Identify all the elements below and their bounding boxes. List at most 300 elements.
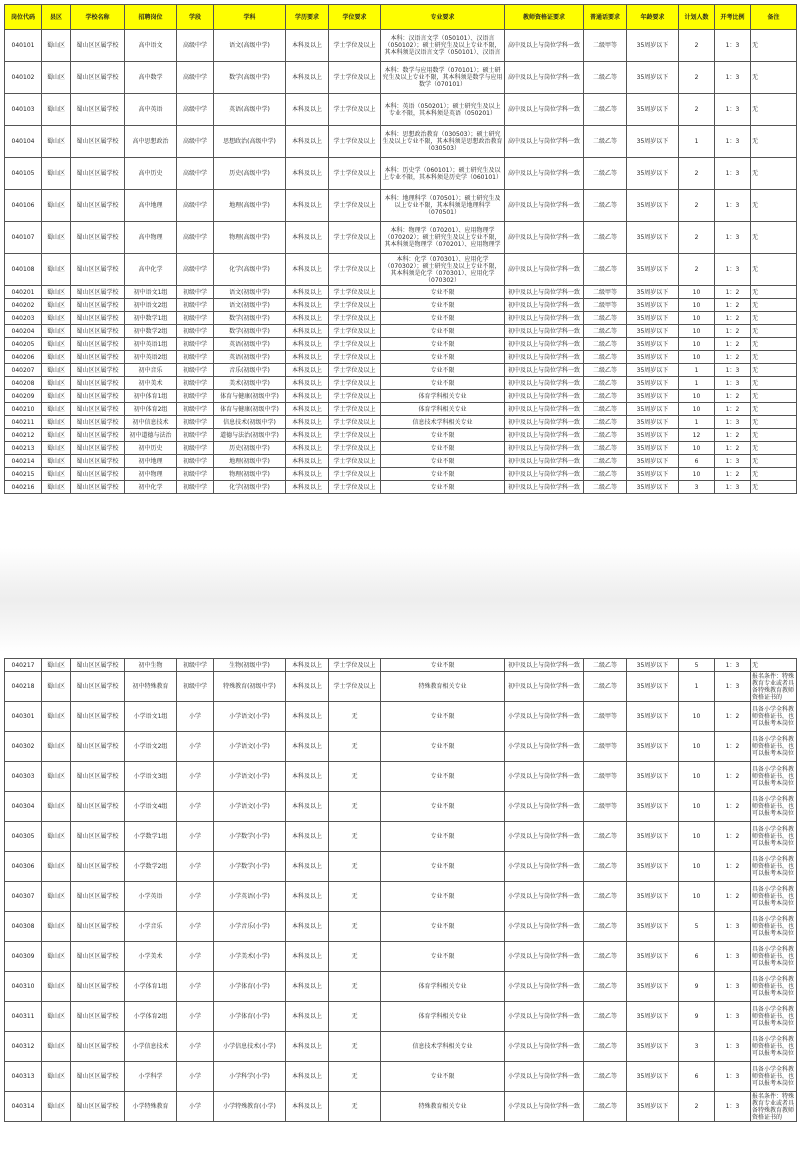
table-cell: 具备小学全科教师资格证书，也可以报考本岗位 — [751, 732, 797, 762]
table-cell: 小学 — [177, 942, 214, 972]
table-cell: 二级乙等 — [584, 338, 627, 351]
table-cell: 专业不限 — [381, 429, 505, 442]
table-cell: 本科及以上 — [286, 364, 329, 377]
table-cell: 音乐(初级中学) — [214, 364, 286, 377]
table-cell: 1：3 — [715, 659, 751, 672]
table-cell: 初中化学 — [125, 481, 177, 494]
table-cell: 蜀山区区属学校 — [71, 972, 125, 1002]
table-cell: 无 — [751, 416, 797, 429]
table-cell: 小学 — [177, 822, 214, 852]
table-cell: 小学 — [177, 1062, 214, 1092]
table-cell: 具备小学全科教师资格证书，也可以报考本岗位 — [751, 852, 797, 882]
table-cell: 体育学科相关专业 — [381, 972, 505, 1002]
table-cell: 35周岁以下 — [627, 312, 679, 325]
table-cell: 二级乙等 — [584, 190, 627, 222]
table-cell: 小学数学(小学) — [214, 822, 286, 852]
table-row — [5, 62, 797, 94]
table-cell: 无 — [329, 972, 381, 1002]
table-cell: 蜀山区区属学校 — [71, 1062, 125, 1092]
table-cell: 本科及以上 — [286, 1032, 329, 1062]
table-cell: 无 — [751, 222, 797, 254]
table-cell: 初中数学1组 — [125, 312, 177, 325]
recruitment-table-1 — [4, 4, 797, 494]
table-cell: 化学(初级中学) — [214, 481, 286, 494]
table-cell: 本科及以上 — [286, 762, 329, 792]
table-cell: 蜀山区 — [42, 429, 71, 442]
table-cell: 小学数学1组 — [125, 822, 177, 852]
table-cell: 1：2 — [715, 390, 751, 403]
table-cell: 蜀山区区属学校 — [71, 416, 125, 429]
table-cell: 二级乙等 — [584, 1092, 627, 1122]
table-cell: 专业不限 — [381, 364, 505, 377]
table-cell: 1：3 — [715, 30, 751, 62]
table-cell: 蜀山区 — [42, 30, 71, 62]
table-cell: 蜀山区区属学校 — [71, 882, 125, 912]
table-cell: 蜀山区 — [42, 822, 71, 852]
table-cell: 1：3 — [715, 455, 751, 468]
table-cell: 10 — [679, 852, 715, 882]
table-cell: 生物(初级中学) — [214, 659, 286, 672]
table-cell: 无 — [329, 1032, 381, 1062]
table-cell: 专业不限 — [381, 702, 505, 732]
table-cell: 040309 — [5, 942, 42, 972]
table-cell: 1：3 — [715, 94, 751, 126]
table-cell: 本科及以上 — [286, 1002, 329, 1032]
table-cell: 初级中学 — [177, 299, 214, 312]
table-cell: 高级中学 — [177, 94, 214, 126]
table-cell: 蜀山区区属学校 — [71, 481, 125, 494]
table-cell: 二级甲等 — [584, 792, 627, 822]
table-cell: 本科及以上 — [286, 1092, 329, 1122]
table-cell: 10 — [679, 882, 715, 912]
table-cell: 本科及以上 — [286, 390, 329, 403]
table-cell: 具备小学全科教师资格证书，也可以报考本岗位 — [751, 762, 797, 792]
table-cell: 信息技术学科相关专业 — [381, 1032, 505, 1062]
table-cell: 35周岁以下 — [627, 468, 679, 481]
table-cell: 无 — [751, 377, 797, 390]
table-cell: 小学语文(小学) — [214, 762, 286, 792]
table-cell: 二级乙等 — [584, 325, 627, 338]
table-cell: 小学语文2组 — [125, 732, 177, 762]
table-cell: 35周岁以下 — [627, 351, 679, 364]
table-cell: 专业不限 — [381, 792, 505, 822]
table-cell: 高级中学 — [177, 126, 214, 158]
table-cell: 小学 — [177, 792, 214, 822]
table-cell: 初中及以上与岗位学科一致 — [505, 403, 584, 416]
table-cell: 小学英语 — [125, 882, 177, 912]
table-cell: 初中及以上与岗位学科一致 — [505, 377, 584, 390]
table-cell: 蜀山区 — [42, 672, 71, 702]
table-cell: 2 — [679, 190, 715, 222]
table-cell: 040102 — [5, 62, 42, 94]
table-cell: 初中信息技术 — [125, 416, 177, 429]
table-cell: 040305 — [5, 822, 42, 852]
table-cell: 040216 — [5, 481, 42, 494]
table-cell: 蜀山区 — [42, 732, 71, 762]
table-cell: 本科及以上 — [286, 659, 329, 672]
table-cell: 040212 — [5, 429, 42, 442]
table-cell: 初级中学 — [177, 312, 214, 325]
table-cell: 1：2 — [715, 429, 751, 442]
table-cell: 1：3 — [715, 222, 751, 254]
table-cell: 二级乙等 — [584, 254, 627, 286]
table-cell: 初中及以上与岗位学科一致 — [505, 338, 584, 351]
column-header: 县区 — [42, 5, 71, 30]
table-cell: 无 — [329, 912, 381, 942]
table-cell: 10 — [679, 286, 715, 299]
table-cell: 35周岁以下 — [627, 912, 679, 942]
table-cell: 35周岁以下 — [627, 286, 679, 299]
table-cell: 040307 — [5, 882, 42, 912]
table-cell: 蜀山区 — [42, 299, 71, 312]
table-cell: 二级甲等 — [584, 732, 627, 762]
table-cell: 35周岁以下 — [627, 390, 679, 403]
table-cell: 蜀山区 — [42, 126, 71, 158]
table-cell: 语文(初级中学) — [214, 286, 286, 299]
table-cell: 35周岁以下 — [627, 659, 679, 672]
table-cell: 040204 — [5, 325, 42, 338]
table-cell: 蜀山区 — [42, 351, 71, 364]
table-cell: 学士学位及以上 — [329, 416, 381, 429]
table-cell: 无 — [329, 852, 381, 882]
table-cell: 体育与健康(初级中学) — [214, 390, 286, 403]
table-cell: 专业不限 — [381, 338, 505, 351]
table-cell: 本科及以上 — [286, 403, 329, 416]
column-header: 普通话要求 — [584, 5, 627, 30]
table-cell: 学士学位及以上 — [329, 254, 381, 286]
table-cell: 学士学位及以上 — [329, 442, 381, 455]
table-cell: 小学 — [177, 852, 214, 882]
table-cell: 专业不限 — [381, 762, 505, 792]
table-cell: 1：3 — [715, 1092, 751, 1122]
table-cell: 1：3 — [715, 481, 751, 494]
table-row — [5, 403, 797, 416]
table-cell: 35周岁以下 — [627, 299, 679, 312]
table-cell: 3 — [679, 481, 715, 494]
table-cell: 本科：汉语言文学（050101）、汉语言（050102）；硕士研究生及以上专业不限，其本科须是汉语言文学（050101）、汉语言 — [381, 30, 505, 62]
table-cell: 蜀山区 — [42, 792, 71, 822]
header-row — [5, 5, 797, 30]
table-cell: 无 — [751, 94, 797, 126]
table-cell: 初中及以上与岗位学科一致 — [505, 299, 584, 312]
table-cell: 小学数学(小学) — [214, 852, 286, 882]
table-cell: 信息技术(初级中学) — [214, 416, 286, 429]
table-cell: 1：2 — [715, 852, 751, 882]
table-row — [5, 882, 797, 912]
table-cell: 1：2 — [715, 882, 751, 912]
table-cell: 专业不限 — [381, 299, 505, 312]
table-cell: 二级甲等 — [584, 762, 627, 792]
table-row — [5, 429, 797, 442]
table-cell: 本科及以上 — [286, 455, 329, 468]
table-cell: 小学科学 — [125, 1062, 177, 1092]
table-cell: 二级乙等 — [584, 972, 627, 1002]
table-cell: 地理(高级中学) — [214, 190, 286, 222]
table-cell: 1：2 — [715, 732, 751, 762]
table-cell: 5 — [679, 659, 715, 672]
table-cell: 二级乙等 — [584, 377, 627, 390]
table-cell: 报名条件：特殊教育专业或者具备特殊教育教师资格证书的 — [751, 1092, 797, 1122]
table-cell: 35周岁以下 — [627, 702, 679, 732]
table-cell: 初中体育2组 — [125, 403, 177, 416]
table-cell: 本科及以上 — [286, 732, 329, 762]
table-cell: 无 — [751, 442, 797, 455]
table-cell: 35周岁以下 — [627, 762, 679, 792]
table-cell: 无 — [751, 190, 797, 222]
table-cell: 本科及以上 — [286, 468, 329, 481]
table-cell: 10 — [679, 325, 715, 338]
table-cell: 小学及以上与岗位学科一致 — [505, 972, 584, 1002]
table-row — [5, 732, 797, 762]
table-cell: 专业不限 — [381, 822, 505, 852]
table-cell: 35周岁以下 — [627, 338, 679, 351]
table-cell: 小学及以上与岗位学科一致 — [505, 732, 584, 762]
table-cell: 1：2 — [715, 351, 751, 364]
table-cell: 专业不限 — [381, 442, 505, 455]
table-cell: 本科及以上 — [286, 126, 329, 158]
table-cell: 040214 — [5, 455, 42, 468]
table-cell: 具备小学全科教师资格证书，也可以报考本岗位 — [751, 792, 797, 822]
table-cell: 小学语文4组 — [125, 792, 177, 822]
table-cell: 无 — [751, 30, 797, 62]
table-row — [5, 1092, 797, 1122]
table-cell: 040308 — [5, 912, 42, 942]
table-cell: 10 — [679, 403, 715, 416]
table-cell: 040203 — [5, 312, 42, 325]
table-cell: 本科及以上 — [286, 481, 329, 494]
table-cell: 小学及以上与岗位学科一致 — [505, 1032, 584, 1062]
table-cell: 初中体育1组 — [125, 390, 177, 403]
table-cell: 高中及以上与岗位学科一致 — [505, 62, 584, 94]
table-cell: 二级乙等 — [584, 390, 627, 403]
table-cell: 二级乙等 — [584, 351, 627, 364]
table-cell: 35周岁以下 — [627, 94, 679, 126]
table-row — [5, 468, 797, 481]
table-cell: 本科及以上 — [286, 442, 329, 455]
table-cell: 小学及以上与岗位学科一致 — [505, 912, 584, 942]
table-cell: 1：3 — [715, 158, 751, 190]
table-cell: 二级乙等 — [584, 416, 627, 429]
table-cell: 初中及以上与岗位学科一致 — [505, 351, 584, 364]
table-cell: 040303 — [5, 762, 42, 792]
table-cell: 蜀山区 — [42, 338, 71, 351]
table-cell: 35周岁以下 — [627, 942, 679, 972]
table-cell: 蜀山区区属学校 — [71, 1002, 125, 1032]
table-cell: 小学及以上与岗位学科一致 — [505, 852, 584, 882]
table-cell: 1 — [679, 126, 715, 158]
table-cell: 二级乙等 — [584, 442, 627, 455]
column-header: 学段 — [177, 5, 214, 30]
table-cell: 10 — [679, 822, 715, 852]
table-cell: 小学体育1组 — [125, 972, 177, 1002]
table-cell: 初中及以上与岗位学科一致 — [505, 442, 584, 455]
table-cell: 小学 — [177, 762, 214, 792]
table-cell: 具备小学全科教师资格证书，也可以报考本岗位 — [751, 1032, 797, 1062]
table-cell: 35周岁以下 — [627, 1092, 679, 1122]
table-cell: 小学 — [177, 882, 214, 912]
table-cell: 数学(初级中学) — [214, 325, 286, 338]
table-cell: 学士学位及以上 — [329, 659, 381, 672]
table-cell: 高中及以上与岗位学科一致 — [505, 126, 584, 158]
table-cell: 特殊教育(初级中学) — [214, 672, 286, 702]
table-cell: 蜀山区区属学校 — [71, 702, 125, 732]
table-row — [5, 254, 797, 286]
table-cell: 小学语文(小学) — [214, 792, 286, 822]
table-cell: 体育学科相关专业 — [381, 403, 505, 416]
table-cell: 35周岁以下 — [627, 852, 679, 882]
table-cell: 040104 — [5, 126, 42, 158]
table-cell: 6 — [679, 455, 715, 468]
table-cell: 6 — [679, 1062, 715, 1092]
table-cell: 35周岁以下 — [627, 62, 679, 94]
table-cell: 无 — [329, 792, 381, 822]
table-cell: 高级中学 — [177, 158, 214, 190]
column-header: 专业要求 — [381, 5, 505, 30]
table-cell: 040218 — [5, 672, 42, 702]
table-cell: 040314 — [5, 1092, 42, 1122]
table-cell: 2 — [679, 30, 715, 62]
table-cell: 040310 — [5, 972, 42, 1002]
table-cell: 10 — [679, 732, 715, 762]
table-cell: 学士学位及以上 — [329, 455, 381, 468]
table-cell: 本科及以上 — [286, 942, 329, 972]
table-cell: 040211 — [5, 416, 42, 429]
table-cell: 初中及以上与岗位学科一致 — [505, 429, 584, 442]
table-cell: 蜀山区 — [42, 468, 71, 481]
table-row — [5, 94, 797, 126]
table-cell: 小学及以上与岗位学科一致 — [505, 1002, 584, 1032]
table-cell: 蜀山区 — [42, 416, 71, 429]
table-cell: 专业不限 — [381, 377, 505, 390]
table-cell: 初中语文2组 — [125, 299, 177, 312]
table-cell: 无 — [751, 403, 797, 416]
table-cell: 初中英语2组 — [125, 351, 177, 364]
table-cell: 无 — [751, 338, 797, 351]
table-cell: 1：2 — [715, 702, 751, 732]
table-cell: 无 — [329, 1002, 381, 1032]
table-cell: 蜀山区区属学校 — [71, 254, 125, 286]
table-cell: 初级中学 — [177, 659, 214, 672]
table-cell: 蜀山区 — [42, 912, 71, 942]
table-cell: 1 — [679, 364, 715, 377]
table-cell: 小学 — [177, 1032, 214, 1062]
table-cell: 二级乙等 — [584, 1002, 627, 1032]
table-cell: 35周岁以下 — [627, 30, 679, 62]
column-header: 备注 — [751, 5, 797, 30]
table-cell: 二级乙等 — [584, 1062, 627, 1092]
table-cell: 无 — [329, 732, 381, 762]
table-cell: 二级乙等 — [584, 1032, 627, 1062]
table-cell: 1：2 — [715, 325, 751, 338]
table-cell: 蜀山区区属学校 — [71, 338, 125, 351]
table-cell: 二级甲等 — [584, 702, 627, 732]
table-cell: 1：3 — [715, 1062, 751, 1092]
table-cell: 无 — [329, 1062, 381, 1092]
table-cell: 无 — [751, 126, 797, 158]
table-cell: 二级乙等 — [584, 126, 627, 158]
table-cell: 35周岁以下 — [627, 822, 679, 852]
table-cell: 小学信息技术(小学) — [214, 1032, 286, 1062]
table-cell: 12 — [679, 429, 715, 442]
table-cell: 专业不限 — [381, 286, 505, 299]
table-cell: 信息技术学科相关专业 — [381, 416, 505, 429]
table-cell: 小学及以上与岗位学科一致 — [505, 942, 584, 972]
table-row — [5, 1062, 797, 1092]
table-cell: 040107 — [5, 222, 42, 254]
table-cell: 二级乙等 — [584, 852, 627, 882]
table-cell: 蜀山区区属学校 — [71, 912, 125, 942]
table-cell: 040101 — [5, 30, 42, 62]
table-cell: 蜀山区 — [42, 481, 71, 494]
column-header: 计划人数 — [679, 5, 715, 30]
column-header: 开考比例 — [715, 5, 751, 30]
table-cell: 蜀山区 — [42, 942, 71, 972]
table-row — [5, 822, 797, 852]
table-cell: 二级乙等 — [584, 222, 627, 254]
table-cell: 35周岁以下 — [627, 792, 679, 822]
table-cell: 1：2 — [715, 762, 751, 792]
table-cell: 蜀山区区属学校 — [71, 403, 125, 416]
table-cell: 高中及以上与岗位学科一致 — [505, 222, 584, 254]
table-cell: 小学体育(小学) — [214, 972, 286, 1002]
table-cell: 学士学位及以上 — [329, 429, 381, 442]
table-cell: 本科及以上 — [286, 30, 329, 62]
table-cell: 初中及以上与岗位学科一致 — [505, 286, 584, 299]
table-cell: 体育与健康(初级中学) — [214, 403, 286, 416]
table-cell: 1：3 — [715, 672, 751, 702]
table-row — [5, 672, 797, 702]
table-cell: 蜀山区区属学校 — [71, 364, 125, 377]
table-cell: 初级中学 — [177, 416, 214, 429]
table-cell: 小学 — [177, 1002, 214, 1032]
table-cell: 英语(高级中学) — [214, 94, 286, 126]
table-cell: 二级乙等 — [584, 822, 627, 852]
table-cell: 学士学位及以上 — [329, 30, 381, 62]
table-row — [5, 762, 797, 792]
table-cell: 本科及以上 — [286, 222, 329, 254]
table-cell: 专业不限 — [381, 351, 505, 364]
table-cell: 专业不限 — [381, 732, 505, 762]
table-cell: 1：3 — [715, 942, 751, 972]
table-cell: 9 — [679, 972, 715, 1002]
table-row — [5, 442, 797, 455]
table-cell: 35周岁以下 — [627, 325, 679, 338]
table-cell: 学士学位及以上 — [329, 312, 381, 325]
table-cell: 高级中学 — [177, 222, 214, 254]
table-cell: 二级乙等 — [584, 364, 627, 377]
table-cell: 本科及以上 — [286, 912, 329, 942]
table-cell: 报名条件：特殊教育专业或者具备特殊教育教师资格证书的 — [751, 672, 797, 702]
table-cell: 美术(初级中学) — [214, 377, 286, 390]
table-cell: 10 — [679, 338, 715, 351]
table-cell: 高中物理 — [125, 222, 177, 254]
table-cell: 二级乙等 — [584, 672, 627, 702]
table-cell: 本科：思想政治教育（030503）；硕士研究生及以上专业不限，其本科须是思想政治教育（030503） — [381, 126, 505, 158]
table-cell: 学士学位及以上 — [329, 126, 381, 158]
table-cell: 初中及以上与岗位学科一致 — [505, 455, 584, 468]
table-cell: 本科及以上 — [286, 286, 329, 299]
table-cell: 040306 — [5, 852, 42, 882]
table-cell: 小学美术 — [125, 942, 177, 972]
table-cell: 初中生物 — [125, 659, 177, 672]
table-cell: 1：3 — [715, 972, 751, 1002]
table-cell: 初中语文1组 — [125, 286, 177, 299]
table-cell: 本科及以上 — [286, 351, 329, 364]
table-cell: 二级乙等 — [584, 912, 627, 942]
table-cell: 学士学位及以上 — [329, 403, 381, 416]
table-cell: 蜀山区区属学校 — [71, 126, 125, 158]
table-cell: 040215 — [5, 468, 42, 481]
